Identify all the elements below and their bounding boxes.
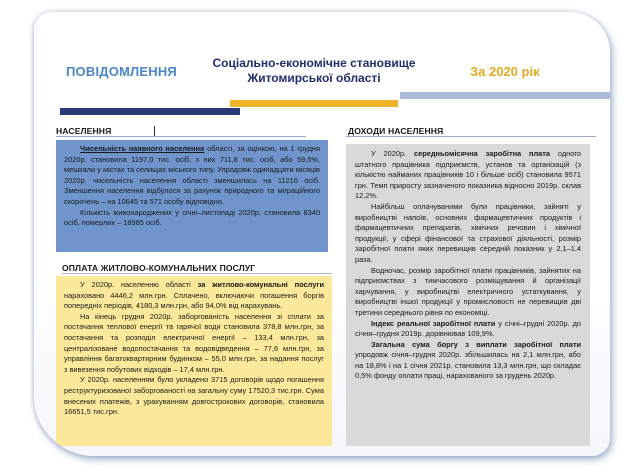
title-line-2: Житомирської області xyxy=(247,71,381,85)
bulletin-page xyxy=(34,12,610,456)
title-line-1: Соціально-економічне становище xyxy=(212,56,416,70)
utilities-paragraph-1 xyxy=(64,280,324,312)
utilities-text-1b: нараховано 4446,2 млн.грн. Сплачено, включаючи погашення боргів попередніх періодів, 4180,3 млн.грн, або 94,0% від нарахувань. xyxy=(64,290,324,311)
income-term-debt: Загальна сума боргу з виплати заробітної плати xyxy=(371,339,581,349)
utilities-text-1a: У 2020р. населенню області xyxy=(80,280,198,289)
population-term: Чисельність наявного населення xyxy=(80,144,205,153)
income-paragraph-5 xyxy=(355,340,581,382)
population-paragraph-1 xyxy=(64,144,320,208)
income-paragraph-3: Водночас, розмір заробітної плати працівників, зайнятих на підприємствах з тимчасового розміщування й організації харчування, у виробництві електричного устаткування, у виробництві іншої продукції у промисловості не перевищив дві третини середнього рівня по економіці. xyxy=(355,265,581,317)
income-text-1b: одного штатного працівника підприємств, установ та організацій (з кількістю найманих працівників 10 і більше осіб) становила 9571 грн. Темп приросту зазначеного показника відносно 2019р. склав 12,2%. xyxy=(355,149,581,201)
income-heading-rule xyxy=(346,136,596,137)
text-cursor xyxy=(154,126,155,136)
utilities-heading: ОПЛАТА ЖИТЛОВО-КОМУНАЛЬНИХ ПОСЛУГ xyxy=(62,263,256,273)
period-label: За 2020 рік xyxy=(470,64,540,79)
population-text-1: області, за оцінкою, на 1 грудня 2020р. становила 1197,0 тис. осіб, з них 711,8 тис. осіб, або 59,5%, мешкали у містах та селищах міського типу. Упродовж одинадцяти місяців 2020р. чисельність населення області зменшилась на 11216 осіб. Зменшення населення відбулося за рахунок природного та міграційного скорочень – на 10645 та 571 особу відповідно. xyxy=(64,144,320,206)
income-text-5: упродовж січня–грудня 2020р. збільшилась на 2,1 млн.грн, або на 18,8% і на 1 січня 2021р. становила 13,3 млн.грн, що складає 0,5% фонду оплати праці, нарахованого за грудень 2020р. xyxy=(355,350,581,381)
decor-bar-blue xyxy=(400,92,610,99)
bulletin-label: ПОВІДОМЛЕННЯ xyxy=(66,64,177,79)
population-heading-rule xyxy=(56,136,306,137)
page-title xyxy=(194,56,434,86)
income-box xyxy=(346,144,590,446)
population-paragraph-2: Кількість живонароджених у січні–листопаді 2020р. становила 8340 осіб, померлих – 18985 осіб. xyxy=(64,207,320,228)
income-term-wage: середньомісячна заробітна плата xyxy=(414,149,551,158)
decor-bar-navy xyxy=(60,108,240,115)
utilities-paragraph-2: На кінець грудня 2020р. заборгованість населення зі сплати за постачання теплової енергії та гарячої води становила 378,8 млн.грн, за постачання та розподіл електричної енергії – 133,4 млн.грн, за централізоване водопостачання та водовідведення – 77,6 млн.грн, за управління багатоквартирним будинком – 55,0 млн.грн, за надання послуг з вивезення побутових відходів – 17,4 млн.грн. xyxy=(64,311,324,374)
income-text-1a: У 2020р. xyxy=(371,149,415,158)
utilities-term: за житлово-комунальні послуги xyxy=(197,280,324,289)
utilities-paragraph-3: У 2020р. населенням було укладено 3715 договорів щодо погашення реструктуризованої заборгованості на загальну суму 17520,3 тис.грн. Сума внесених платежів, з урахуванням довгострокових договорів, становила 16651,5 тис.грн. xyxy=(64,375,324,417)
decor-bar-gold xyxy=(230,100,398,107)
population-box xyxy=(56,140,328,252)
population-heading: НАСЕЛЕННЯ xyxy=(56,126,112,136)
income-heading: ДОХОДИ НАСЕЛЕННЯ xyxy=(348,126,444,136)
income-text-4: у січні–грудні 2020р. до січня–грудня 2019р. дорівнював 109,9%. xyxy=(355,318,581,339)
income-paragraph-4 xyxy=(355,319,581,340)
income-paragraph-1 xyxy=(355,149,581,202)
utilities-box xyxy=(56,276,332,446)
income-term-index: Індекс реальної заробітної плати xyxy=(371,318,496,328)
utilities-heading-rule xyxy=(62,273,332,274)
income-paragraph-2: Найбільш оплачуваними були працівники, зайняті у виробництві напоїв, основних фармацевтичних продуктів і фармацевтичних препаратів, хімічних речовин і хімічної продукції, у сфері фінансової та страхової діяльності, розмір заробітної плати яких перевищив середній показник у 2,1–1,4 раза. xyxy=(355,201,581,264)
